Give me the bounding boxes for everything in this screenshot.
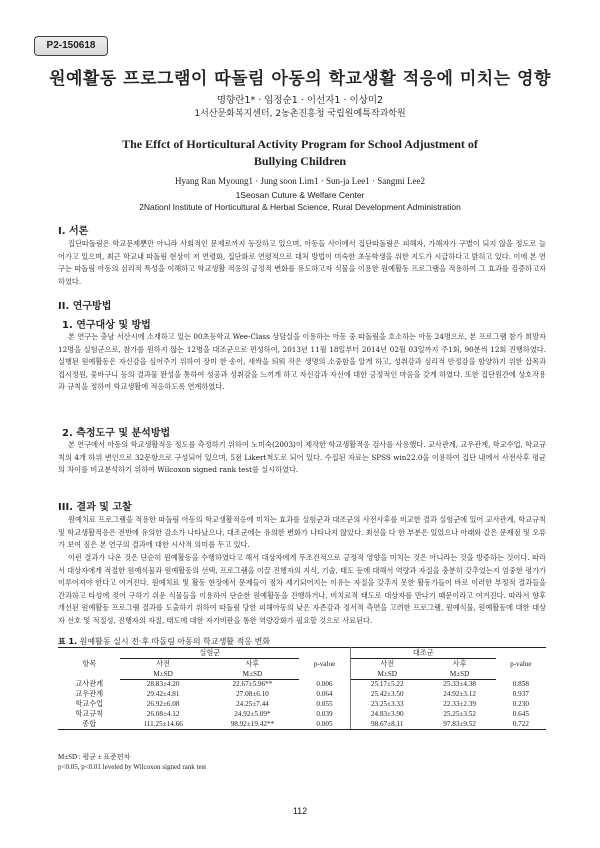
page-number: 112: [292, 806, 308, 816]
exp-pre-value: 28.83±4.20: [146, 680, 180, 689]
header-experimental-group: 실험군: [120, 648, 299, 659]
english-affiliations: [0, 189, 600, 213]
ctl-pre-value: 23.25±3.33: [370, 700, 404, 708]
table-header-row-groups: [58, 648, 546, 659]
english-title: [0, 136, 600, 170]
exp-post-value: 24.92±5.09*: [234, 710, 271, 718]
table-row: [58, 719, 546, 730]
ctl-p-value: 0.858: [512, 680, 529, 688]
exp-post-value: 24.25±7.44: [236, 700, 269, 708]
ctl-post-value: 97.83±9.52: [424, 719, 496, 730]
exp-p-value: 0.006: [299, 679, 350, 689]
header-exp-p-value: p-value: [299, 648, 350, 680]
row-item: 교우관계: [75, 690, 104, 698]
header-ctl-pre: 사전: [380, 660, 395, 668]
header-exp-post-msd: M±SD: [206, 669, 299, 679]
ctl-post-value: 25.33±4.38: [443, 680, 476, 689]
ctl-p-value: 0.937: [512, 690, 529, 698]
section-heading-results: III. 결과 및 고찰: [58, 502, 132, 513]
ctl-pre-value: 98.67±8.11: [350, 719, 423, 730]
exp-post-value: 27.08±6.10: [236, 690, 269, 698]
row-item: 학교수업: [75, 700, 104, 708]
exp-pre-value: 26.92±6.08: [146, 700, 180, 708]
exp-pre-value: 111.25±14.66: [120, 719, 205, 730]
methods-subjects-paragraph: 본 연구는 충남 서산시에 소재하고 있는 00초등학교 Wee-Class 상담실을 이용하는 아동 중 따돌림을 호소하는 아동 24명으로, 본 프로그램 참가 희망자 12명을 실험군으로, 참가를 원하지 않는 12명을 대조군으로 편성하여, 2013년 11월 18일부터 2014년 02월 03일까지 주1회, 90분씩 12회 진행하였다. 실행된 원예활동은 자신감을 심어주기 위하여 장미 한 송이, 새싹을 틔워 작은 생명의 소중함을 알게 하고, 성취감과 심리적 안정감을 함양하기 위한 삽목과 접시정원, 꽃바구니 등의 결과물 완성을 통하여 성공과 성취감을 느끼게 하고 자신감과 자신에 대한 긍정적인 마음을 갖게 하였다. 또한 집단원간에 상호작용과 규칙을 정하여 학교생활에 적응하도록 연계하였다.: [58, 332, 546, 391]
exp-pre-value: 26.08±4.12: [146, 710, 180, 718]
section-heading-introduction: I. 서론: [58, 226, 89, 237]
header-exp-post: 사후: [245, 660, 260, 668]
exp-p-value: 0.055: [299, 699, 350, 709]
methods-measures-paragraph: 본 연구에서 아동의 학교생활적응 정도를 측정하기 위하여 노미숙(2003)이 제작한 학교생활적응 검사를 사용했다. 교사관계, 교우관계, 학교수업, 학교규칙의 4개 하위 변인으로 32문항으로 구성되어 있으며, 5점 Likert척도로 되어 있다. 수집된 자료는 SPSS win22.0을 이용하여 집단 내에서 사전사후 평균의 차이를 비교분석하기 위하여 Wilcoxon signed rank test를 실시하였다.: [58, 440, 546, 474]
header-control-group: 대조군: [350, 648, 495, 659]
ctl-post-value: 24.92±3.12: [443, 690, 476, 698]
exp-post-value: 22.67±5.96**: [232, 680, 273, 689]
poster-id-badge: P2-150618: [34, 36, 108, 56]
table-note-significance: p<0.05, p<0.01 leveled by Wilcoxon signed rank test: [58, 763, 207, 771]
table-note-msd: M±SD : 평균 ± 표준편차: [58, 753, 131, 761]
table-row: [58, 679, 546, 689]
subsection-heading-measures: 2. 측정도구 및 분석방법: [62, 428, 171, 439]
korean-title: 원예활동 프로그램이 따돌림 아동의 학교생활 적응에 미치는 영향: [49, 69, 551, 89]
table-caption: [58, 636, 270, 647]
row-item: 학교규칙: [75, 710, 104, 718]
exp-p-value: 0.005: [299, 719, 350, 730]
english-title-line-1: The Effct of Horticultural Activity Program for School Adjustment of: [122, 137, 478, 151]
exp-p-value: 0.064: [299, 689, 350, 699]
ctl-p-value: 0.645: [512, 710, 529, 718]
korean-authors: 명향란1* · 임정순1 · 이선자1 · 이상미2: [216, 95, 384, 106]
row-item: 교사관계: [75, 680, 104, 688]
ctl-pre-value: 25.17±5.22: [370, 680, 404, 689]
ctl-p-value: 0.722: [496, 719, 546, 730]
header-ctl-p-value: p-value: [496, 648, 546, 680]
header-item: 항목: [58, 648, 120, 680]
english-title-line-2: Bullying Children: [253, 154, 347, 168]
header-exp-pre-msd: M±SD: [120, 669, 205, 679]
korean-affiliations: 1서산문화복지센터, 2농촌진흥청 국립원예특작과학원: [194, 109, 406, 119]
introduction-paragraph: 집단따돌림은 학교문제뿐만 아니라 사회적인 문제로까지 등장하고 있으며, 아동들 사이에서 집단따돌림은 피해자, 가해자가 구별이 되지 않을 정도로 늘어가고 있으며, 최근 학교내 따돌림 현상이 저 연령화, 집단화로 연령적으로 대처 방법이 미숙한 초등학생을 위한 지도가 시급하다고 밝히고 있다. 이에 본 연구는 따돌림 아동의 심리적 특성을 이해하고 학교생활 적응의 긍정적 변화를 유도하고자 식물을 이용한 원예활동 프로그램을 적용하여 그 효과를 검증하고자 하였다.: [58, 239, 546, 286]
english-affiliation-1: 1Seosan Cuture & Welfare Center: [235, 190, 365, 200]
header-exp-pre: 사전: [156, 660, 171, 668]
header-ctl-pre-msd: M±SD: [350, 669, 423, 679]
row-item: 종합: [58, 719, 120, 730]
table-row: [58, 689, 546, 699]
exp-post-value: 98.92±19.42**: [206, 719, 299, 730]
header-ctl-post: 사후: [452, 660, 467, 668]
ctl-pre-value: 24.83±3.90: [370, 710, 404, 718]
exp-p-value: 0.039: [299, 709, 350, 719]
english-affiliation-2: 2Nationl Institute of Horticultural & Herbal Science, Rural Development Administration: [139, 202, 461, 212]
section-heading-methods: II. 연구방법: [58, 301, 112, 312]
english-authors: Hyang Ran Myoung1 · Jung soon Lim1 · Sun-ja Lee1 · Sangmi Lee2: [175, 176, 425, 186]
table-row: [58, 699, 546, 709]
subsection-heading-subjects: 1. 연구대상 및 방법: [62, 320, 151, 331]
header-ctl-post-msd: M±SD: [424, 669, 496, 679]
table-caption-text: 원예활동 실시 전·후 따돌림 아동의 학교생활 적응 변화: [79, 637, 271, 646]
table-caption-label: 표 1.: [58, 637, 78, 646]
ctl-post-value: 22.33±2.39: [443, 700, 476, 708]
results-table: [58, 647, 546, 730]
ctl-p-value: 0.230: [512, 700, 529, 708]
results-paragraph-2: 이런 결과가 나온 것은 단순히 원예활동을 수행하였다고 해서 대상자에게 무조건적으로 긍정적 영향을 미치는 것은 아니라는 것을 방증하는 것이다. 따라서 대상자에게 적절한 원예식물과 원예활동의 선택, 프로그램을 이끌 진행자의 지식, 기술, 태도 등에 대해서 역량과 자질을 충분히 갖추었는지 엄중한 평가가 이루어져야 한다고 여겨진다. 원예치료 및 활동 현장에서 문제들이 점차 제기되어지는 이유는 자질을 갖추지 못한 활동가들이 바로 이러한 부정적 결과들을 간과하고 타성에 젖어 구하기 쉬운 식물들을 이용하여 단순한 원예활동을 진행하거나, 비치료적 태도로 대상자를 만나기 때문이라고 여겨진다. 따라서 향후 개선된 원예활동 프로그램 결과를 도출하기 위하여 따돌림 당한 피해아동의 낮은 자존감과 정서적 측면을 고려한 프로그램, 원예식물, 원예활동에 대한 대상자 선호 및 적절성, 진행자의 자질, 태도에 대한 자기비판을 통한 역량강화가 필요할 것으로 사료된다.: [58, 553, 546, 625]
ctl-pre-value: 25.42±3.50: [370, 690, 404, 698]
exp-pre-value: 29.42±4.81: [146, 690, 180, 698]
table-row: [58, 709, 546, 719]
ctl-post-value: 25.25±3.52: [443, 710, 476, 718]
results-paragraph-1: 원예치료 프로그램을 적용한 따돌림 아동의 학교생활적응에 미치는 효과를 실험군과 대조군의 사전사후를 비교한 결과 실험군에 있어 교사관계, 학교규칙 및 학교생활적응은 전반에 유의한 감소가 나타났으나, 대조군에는 유의한 변화가 나타나지 않았다. 최선을 다 한 부분은 있었으나 아래와 같은 문제점 및 오류가 보여 짐은 본 연구의 결과에 대한 시사적 의미를 두고 있다.: [58, 515, 546, 549]
